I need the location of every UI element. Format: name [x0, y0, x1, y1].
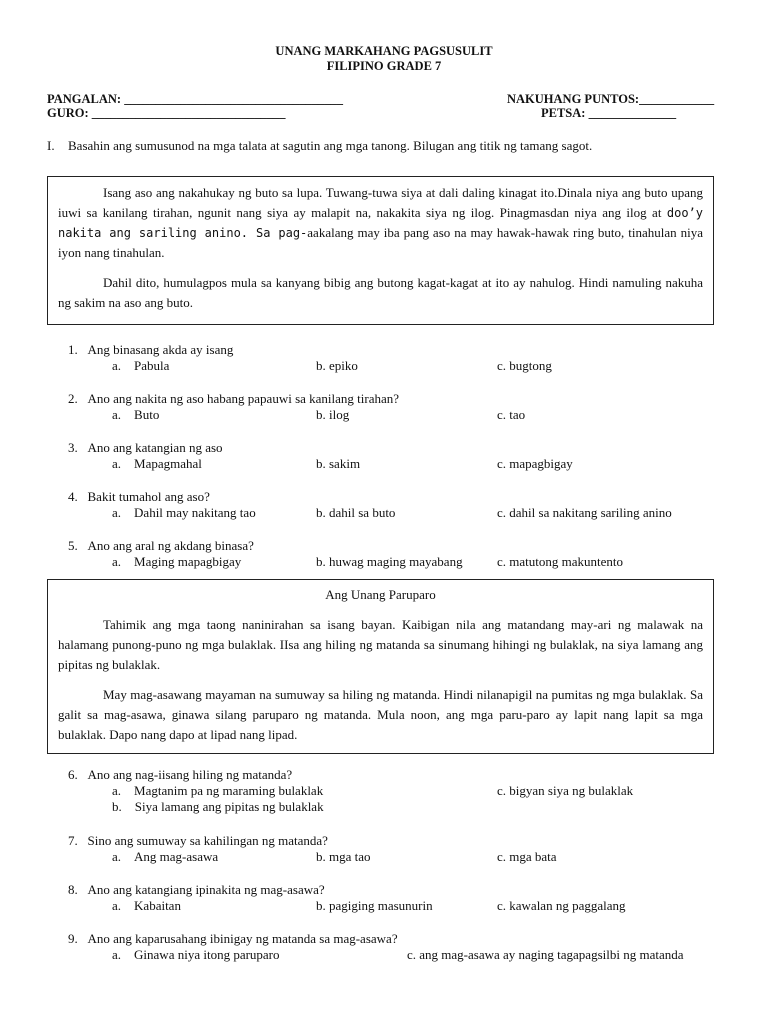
choice-a[interactable]: a. Ang mag-asawa [112, 849, 219, 864]
choice-c[interactable]: c. mapagbigay [497, 456, 573, 471]
choice-a[interactable]: a. Kabaitan [112, 898, 181, 913]
choice-a[interactable]: a. Pabula [112, 358, 170, 373]
choice-c[interactable]: c. mga bata [497, 849, 557, 864]
choice-b[interactable]: b. ilog [316, 407, 350, 422]
question-text: Sino ang sumuway sa kahilingan ng matanda? [87, 833, 328, 848]
question-text: Ano ang katangian ng aso [87, 440, 223, 455]
choice-a[interactable]: a. Magtanim pa ng maraming bulaklak [112, 783, 324, 798]
question-text: Bakit tumahol ang aso? [87, 489, 210, 504]
exam-title: UNANG MARKAHANG PAGSUSULIT [275, 44, 493, 58]
passage-1-mono-text: doo’y nakita ang sariling anino. Sa pag- [58, 206, 703, 240]
passage-2-title: Ang Unang Paruparo [325, 587, 436, 602]
choice-b[interactable]: b. dahil sa buto [316, 505, 396, 520]
choice-c[interactable]: c. dahil sa nakitang sariling anino [497, 505, 672, 520]
question-text: Ang binasang akda ay isang [87, 342, 234, 357]
choice-b[interactable]: b. pagiging masunurin [316, 898, 433, 913]
choice-c[interactable]: c. ang mag-asawa ay naging tagapagsilbi ng matanda [407, 947, 684, 962]
choice-b[interactable]: b. huwag maging mayabang [316, 554, 463, 569]
passage-1-paragraph-1: Isang aso ang nakahukay ng buto sa lupa. Tuwang-tuwa siya at dali daling kinagat ito.Dinala niya ang buto upang iuwi sa kanilang tirahan, ngunit nang siya ay malapit na, nakakita siya ng ilog. Pinagmasdan niya ang ilog at doo’y nakita ang sariling anino. Sa pag-aakalang may iba pang aso na may hawak-hawak ring buto, tinahulan niya iyon nang tinahulan. [58, 185, 703, 260]
choice-c[interactable]: c. kawalan ng paggalang [497, 898, 626, 913]
choice-b[interactable]: b. Siya lamang ang pipitas ng bulaklak [112, 799, 324, 814]
passage-2-paragraph-1: Tahimik ang mga taong naninirahan sa isang bayan. Kaibigan nila ang matandang may-ari ng malawak na halamang punong-puno ng mga bulaklak. IIsa ang hiling ng matanda sa sinumang hihingi ng bulaklak, na siya lamang ang pipitas ng bulaklak. [58, 617, 703, 672]
passage-1-paragraph-2: Dahil dito, humulagpos mula sa kanyang bibig ang butong kagat-kagat at ito ay nahulog. Hindi namuling nakuha ng sakim na aso ang buto. [58, 275, 703, 310]
choice-c[interactable]: c. bigyan siya ng bulaklak [497, 783, 634, 798]
instruction-text: Basahin ang sumusunod na mga talata at sagutin ang mga tanong. Bilugan ang titik ng tamang sagot. [68, 138, 593, 153]
passage-box-1 [47, 176, 714, 325]
choice-b[interactable]: b. sakim [316, 456, 361, 471]
choice-c[interactable]: c. tao [497, 407, 526, 422]
passage-2-paragraph-2: May mag-asawang mayaman na sumuway sa hiling ng matanda. Hindi nilanapigil na pumitas ng mga bulaklak. Sa galit sa mag-asawa, ginawa silang paruparo ng matanda. Mula noon, ang mga paru-paro ay lapit nang lapit sa mga bulaklak. Dapo nang dapo at lipad nang lipad. [58, 687, 703, 742]
question-text: Ano ang nakita ng aso habang papauwi sa kanilang tirahan? [87, 391, 400, 406]
date-field: PETSA: ______________ [541, 106, 677, 120]
teacher-field: GURO: _______________________________ [47, 106, 286, 120]
choice-a[interactable]: a. Mapagmahal [112, 456, 202, 471]
choice-c[interactable]: c. matutong makuntento [497, 554, 624, 569]
question-text: Ano ang katangiang ipinakita ng mag-asawa? [87, 882, 325, 897]
question-text: Ano ang nag-iisang hiling ng matanda? [87, 767, 293, 782]
choice-c[interactable]: c. bugtong [497, 358, 552, 373]
choice-b[interactable]: b. mga tao [316, 849, 371, 864]
choice-a[interactable]: a. Ginawa niya itong paruparo [112, 947, 280, 962]
choice-a[interactable]: a. Maging mapagbigay [112, 554, 242, 569]
exam-subtitle: FILIPINO GRADE 7 [326, 59, 442, 73]
question-text: Ano ang kaparusahang ibinigay ng matanda sa mag-asawa? [87, 931, 398, 946]
instruction-number: I. [47, 138, 55, 153]
choice-a[interactable]: a. Dahil may nakitang tao [112, 505, 256, 520]
question-text: Ano ang aral ng akdang binasa? [87, 538, 254, 553]
choice-b[interactable]: b. epiko [316, 358, 358, 373]
passage-box-2 [47, 579, 714, 754]
score-field: NAKUHANG PUNTOS:____________ [507, 92, 715, 106]
name-field: PANGALAN: ___________________________________ [47, 92, 343, 106]
choice-a[interactable]: a. Buto [112, 407, 160, 422]
